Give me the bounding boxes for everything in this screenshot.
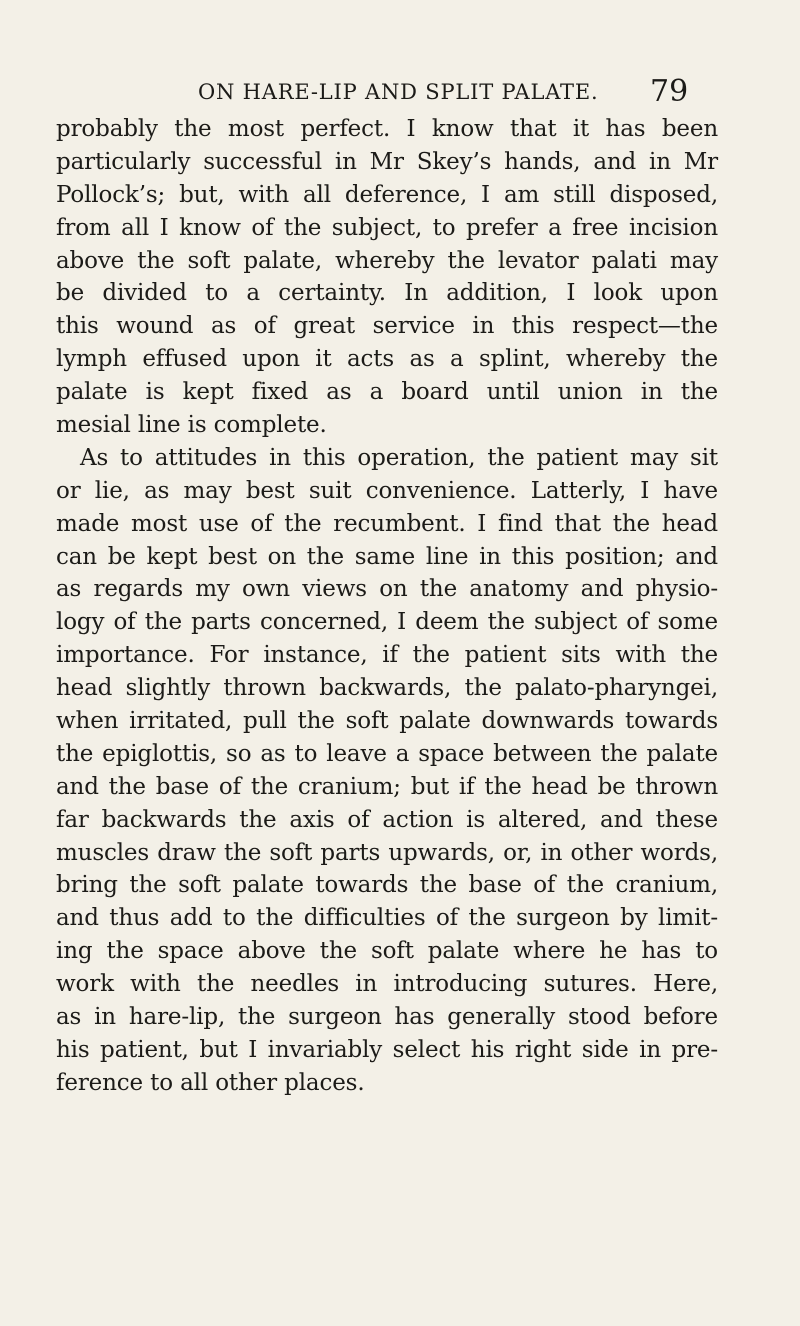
text-line: when irritated, pull the soft palate downwards towards [56, 708, 718, 735]
text-line: bring the soft palate towards the base of the cranium, [56, 872, 718, 899]
text-line: particularly successful in Mr Skey’s hands, and in Mr [56, 148, 718, 175]
text-line: be divided to a certainty. In addition, I look upon [56, 280, 718, 307]
text-line: this wound as of great service in this respect—the [56, 313, 718, 340]
running-head [0, 74, 800, 116]
text-line: muscles draw the soft parts upwards, or, in other words, [56, 839, 718, 866]
text-line: his patient, but I invariably select his right side in pre- [56, 1036, 718, 1063]
text-line: far backwards the axis of action is altered, and these [56, 806, 718, 833]
text-line: can be kept best on the same line in this position; and [56, 543, 718, 570]
text-line: above the soft palate, whereby the levator palati may [56, 247, 718, 274]
text-line: logy of the parts concerned, I deem the subject of some [56, 609, 718, 636]
text-line: made most use of the recumbent. I find that the head [56, 510, 718, 537]
text-line: and thus add to the difficulties of the surgeon by limit- [56, 905, 718, 932]
text-line: importance. For instance, if the patient sits with the [56, 642, 718, 669]
paragraph-end-line: ference to all other places. [56, 1069, 365, 1096]
text-line: the epiglottis, so as to leave a space between the palate [56, 740, 718, 767]
body-text [56, 113, 718, 1100]
text-line: or lie, as may best suit convenience. Latterly, I have [56, 477, 718, 504]
text-line: work with the needles in introducing sutures. Here, [56, 971, 718, 998]
text-line: from all I know of the subject, to prefer a free incision [56, 214, 718, 241]
text-line: head slightly thrown backwards, the palato-pharyngei, [56, 675, 718, 702]
running-title: ON HARE-LIP AND SPLIT PALATE. [198, 80, 599, 104]
text-line: as regards my own views on the anatomy and physio- [56, 576, 718, 603]
paragraph-start-line: As to attitudes in this operation, the patient may sit [80, 444, 718, 471]
text-line: lymph effused upon it acts as a splint, whereby the [56, 346, 718, 373]
text-line: ing the space above the soft palate where he has to [56, 938, 718, 965]
text-line: as in hare-lip, the surgeon has generally stood before [56, 1004, 718, 1031]
text-line: probably the most perfect. I know that it has been [56, 116, 718, 142]
page-number: 79 [650, 74, 689, 109]
text-line: palate is kept fixed as a board until union in the [56, 379, 718, 406]
text-line: Pollock’s; but, with all deference, I am still disposed, [56, 181, 718, 208]
paragraph-end-line: mesial line is complete. [56, 412, 327, 439]
text-line: and the base of the cranium; but if the head be thrown [56, 773, 718, 800]
